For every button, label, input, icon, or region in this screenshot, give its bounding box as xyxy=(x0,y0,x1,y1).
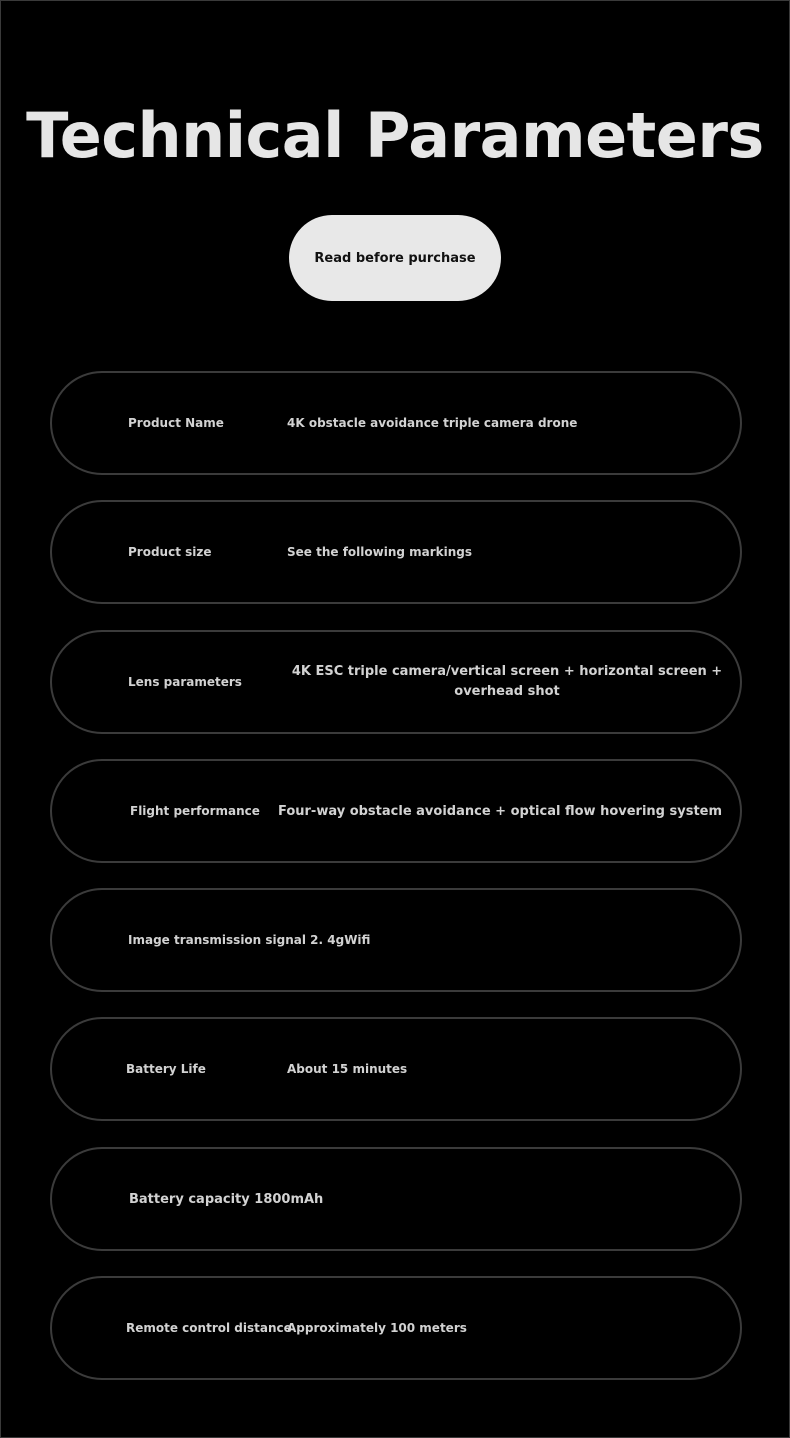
param-label: Product Name xyxy=(128,416,224,430)
param-label: Flight performance xyxy=(130,804,260,818)
param-label: Battery capacity 1800mAh xyxy=(129,1191,324,1207)
read-before-purchase-label: Read before purchase xyxy=(314,250,476,266)
param-row-battery-life xyxy=(50,1017,742,1121)
param-label: Product size xyxy=(128,545,212,559)
param-row-flight-performance xyxy=(50,759,742,863)
param-row-remote-control-distance xyxy=(50,1276,742,1380)
param-value: Four-way obstacle avoidance + optical flow hovering system xyxy=(277,803,723,819)
param-label: Battery Life xyxy=(126,1062,206,1076)
param-value: 4K obstacle avoidance triple camera drone xyxy=(287,416,578,430)
param-row-product-name xyxy=(50,371,742,475)
param-value: Approximately 100 meters xyxy=(287,1321,467,1335)
param-value: About 15 minutes xyxy=(287,1062,408,1076)
param-row-product-size xyxy=(50,500,742,604)
page-title: Technical Parameters xyxy=(26,99,764,172)
read-before-purchase-button[interactable] xyxy=(289,215,501,301)
param-label: Image transmission signal 2. 4gWifi xyxy=(128,933,371,947)
param-row-image-transmission xyxy=(50,888,742,992)
param-label: Remote control distance xyxy=(126,1321,292,1335)
param-label: Lens parameters xyxy=(128,675,242,689)
param-value: See the following markings xyxy=(287,545,473,559)
param-row-battery-capacity xyxy=(50,1147,742,1251)
param-value: 4K ESC triple camera/vertical screen + horizontal screen + overhead shot xyxy=(291,664,723,699)
param-row-lens-parameters xyxy=(50,630,742,734)
